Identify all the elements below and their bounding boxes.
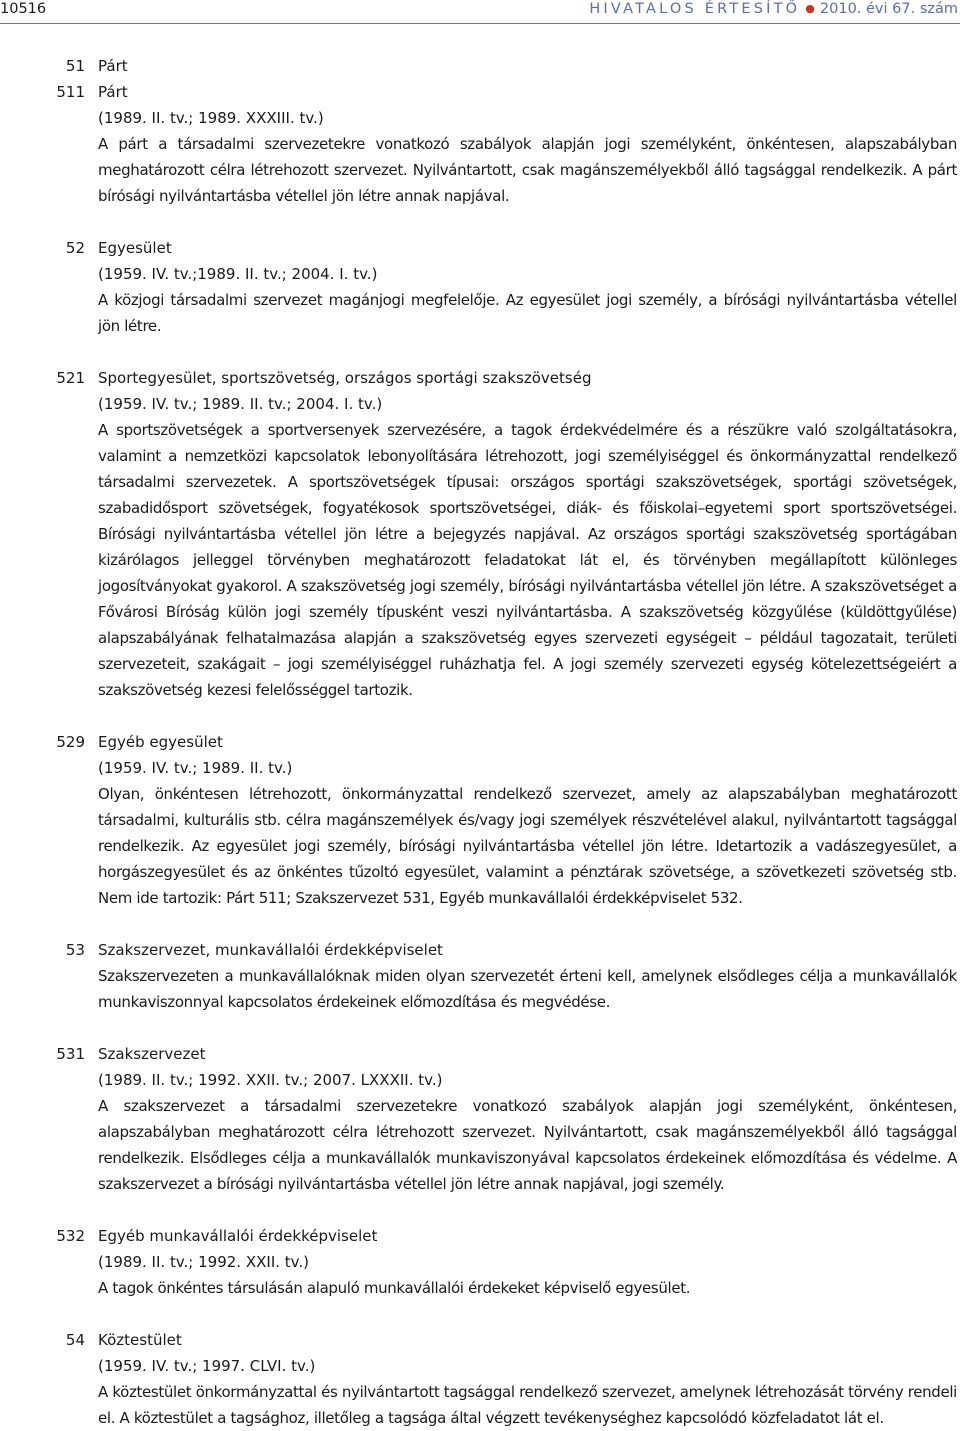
entry-body: [98, 1327, 957, 1431]
entry-law-reference: (1959. IV. tv.; 1989. II. tv.; 2004. I. tv.): [98, 395, 383, 413]
page-number: 10516: [0, 1, 47, 17]
entry-code: 53: [65, 941, 85, 959]
entry-title: Köztestület: [98, 1331, 182, 1349]
entry-52: [0, 235, 960, 339]
entry-title: Szakszervezet, munkavállalói érdekképviselet: [98, 941, 443, 959]
entry-521: [0, 365, 960, 703]
entry-law-reference: (1989. II. tv.; 1992. XXII. tv.; 2007. LXXXII. tv.): [98, 1071, 443, 1089]
entry-title: Párt: [98, 57, 128, 75]
entry-law-reference: (1959. IV. tv.;1989. II. tv.; 2004. I. tv.): [98, 265, 378, 283]
entry-body: [98, 937, 957, 1015]
entry-description: Szakszervezeten a munkavállalóknak miden olyan szervezetét érteni kell, amelynek elsődleges célja a munkavállalók munkaviszonnyal kapcsolatos érdekeinek előmozdítása és megvédése.: [98, 967, 957, 1011]
entry-description: A szakszervezet a társadalmi szervezetekre vonatkozó szabályok alapján jogi személyként, önkéntesen, alapszabályban meghatározott célra létrehozott szervezet. Nyilvántartott, csak magánszemélyekből álló tagsággal rendelkezik. Elsődleges célja a munkavállalók munkaviszonyával kapcsolatos érdekeinek előmozdítása és védelme. A szakszervezet a bírósági nyilvántartásba vétellel jön létre annak napjával, jogi személy.: [98, 1097, 957, 1193]
header-rule: [0, 23, 960, 24]
entry-511: [0, 79, 960, 209]
entry-code: 532: [56, 1227, 85, 1245]
entry-529: [0, 729, 960, 911]
entry-title: Párt: [98, 83, 128, 101]
entry-code: 521: [56, 369, 85, 387]
entry-description: A párt a társadalmi szervezetekre vonatkozó szabályok alapján jogi személyként, önkéntesen, alapszabályban meghatározott célra létrehozott szervezet. Nyilvántartott, csak magánszemélyekből álló tagsággal rendelkezik. A párt bírósági nyilvántartásba vétellel jön létre annak napjával.: [98, 135, 957, 205]
entry-law-reference: (1959. IV. tv.; 1997. CLVI. tv.): [98, 1357, 316, 1375]
page-header: [0, 0, 960, 26]
entry-code: 51: [65, 57, 85, 75]
entry-body: [98, 53, 957, 79]
entry-title: Egyéb munkavállalói érdekképviselet: [98, 1227, 378, 1245]
entry-532: [0, 1223, 960, 1301]
entry-53: [0, 937, 960, 1015]
entry-description: A közjogi társadalmi szervezet magánjogi megfelelője. Az egyesület jogi személy, a bírósági nyilvántartásba vétellel jön létre.: [98, 291, 957, 335]
entry-description: A tagok önkéntes társulásán alapuló munkavállalói érdekeket képviselő egyesület.: [98, 1279, 691, 1297]
entry-description: Olyan, önkéntesen létrehozott, önkormányzattal rendelkező szervezet, amely az alapszabályban meghatározott társadalmi, kulturális stb. célra magánszemélyek és/vagy jogi személyek részvételével alakul, nyilvántartott tagsággal rendelkezik. Az egyesület jogi személy, bírósági nyilvántartásba vétellel jön létre. Idetartozik a vadászegyesület, a horgászegyesület és az önkéntes tűzoltó egyesület, valamint a pénztárak szövetsége, a szövetkezeti szövetség stb. Nem ide tartozik: Párt 511; Szakszervezet 531, Egyéb munkavállalói érdekképviselet 532.: [98, 785, 957, 907]
entry-law-reference: (1989. II. tv.; 1992. XXII. tv.): [98, 1253, 309, 1271]
entry-body: [98, 1041, 957, 1197]
journal-info: [589, 0, 958, 19]
entry-code: 511: [56, 83, 85, 101]
entry-description: A köztestület önkormányzattal és nyilvántartott tagsággal rendelkező szervezet, amelynek létrehozását törvény rendeli el. A köztestület a tagsághoz, illetőleg a tagsága által végzett tevékenységhez kapcsolódó közfeladatot lát el.: [98, 1383, 957, 1427]
entry-title: Szakszervezet: [98, 1045, 206, 1063]
entry-code: 52: [65, 239, 85, 257]
entry-54: [0, 1327, 960, 1431]
entry-code: 529: [56, 733, 85, 751]
journal-title: HIVATALOS ÉRTESÍTŐ: [589, 1, 801, 17]
document-body: [0, 53, 960, 1431]
entry-code: 531: [56, 1045, 85, 1063]
entry-law-reference: (1959. IV. tv.; 1989. II. tv.): [98, 759, 293, 777]
entry-code: 54: [65, 1331, 85, 1349]
entry-title: Egyéb egyesület: [98, 733, 223, 751]
issue-number: 2010. évi 67. szám: [819, 1, 958, 17]
entry-51: [0, 53, 960, 79]
entry-title: Sportegyesület, sportszövetség, országos sportági szakszövetség: [98, 369, 592, 387]
separator-bullet: ●: [805, 2, 815, 15]
entry-body: [98, 79, 957, 209]
entry-531: [0, 1041, 960, 1197]
entry-body: [98, 365, 957, 703]
entry-law-reference: (1989. II. tv.; 1989. XXXIII. tv.): [98, 109, 324, 127]
entry-description: A sportszövetségek a sportversenyek szervezésére, a tagok érdekvédelmére és a részükre való szolgáltatásokra, valamint a nemzetközi kapcsolatok lebonyolítására létrehozott, jogi személyiséggel és önkormányzattal rendelkező társadalmi szervezetek. A sportszövetségek típusai: országos sportági szakszövetségek, sportági szövetségek, szabadidősport szövetségek, fogyatékosok sportszövetségei, diák- és főiskolai–egyetemi sport sportszövetségei. Bírósági nyilvántartásba vétellel jön létre a bejegyzés napjával. Az országos sportági szakszövetség sportágában kizárólagos jelleggel törvényben meghatározott feladatokat lát el, és törvényben megállapított különleges jogosítványokat gyakorol. A szakszövetség jogi személy, bírósági nyilvántartásba vétellel jön létre. A szakszövetséget a Fővárosi Bíróság külön jogi személy típusként veszi nyilvántartásba. A szakszövetség közgyűlése (küldöttgyűlése) alapszabályának felhatalmazása alapján a szakszövetség egyes szervezeti egységeit – például tagozatait, területi szervezeteit, szakágait – jogi személyiséggel ruházhatja fel. A jogi személy szervezeti egység kötelezettségeiért a szakszövetség kezesi felelősséggel tartozik.: [98, 421, 957, 699]
entry-body: [98, 729, 957, 911]
entry-body: [98, 1223, 957, 1301]
entry-body: [98, 235, 957, 339]
entry-title: Egyesület: [98, 239, 172, 257]
